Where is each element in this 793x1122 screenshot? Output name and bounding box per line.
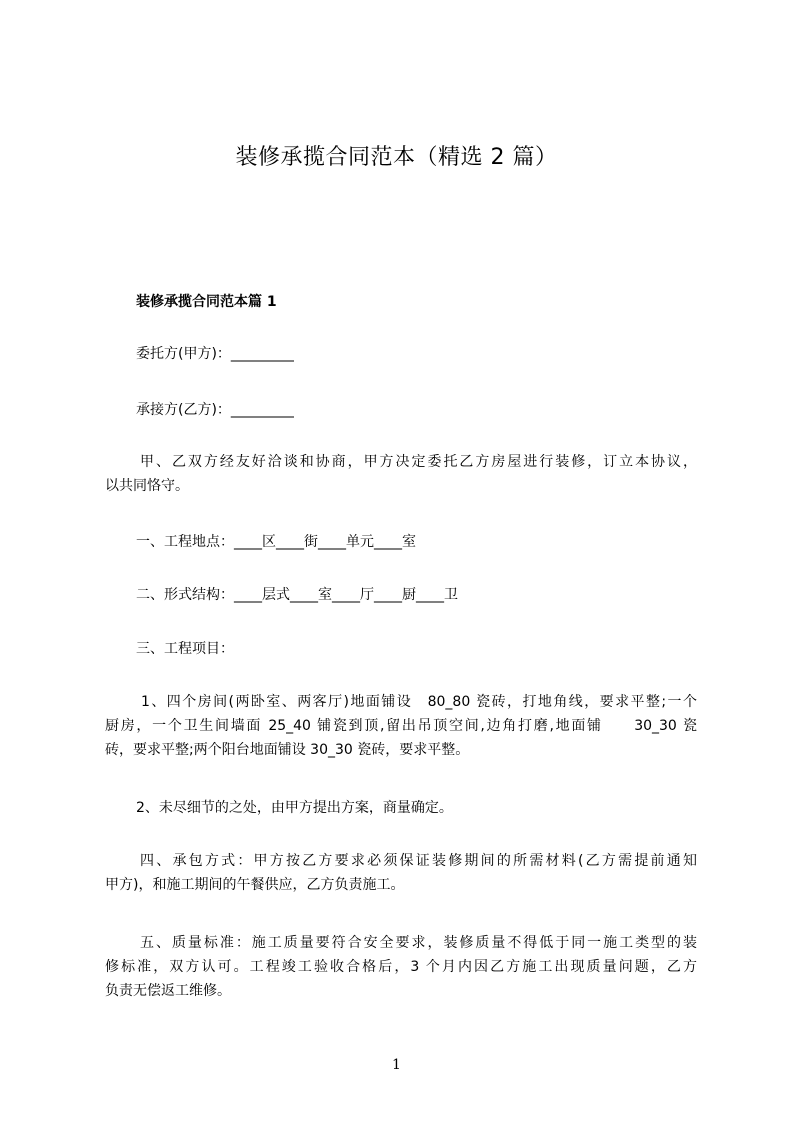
- page-number: 1: [392, 1057, 401, 1073]
- clause-contract-method: [105, 849, 697, 897]
- client-party-line: 委托方(甲方)：_________: [136, 346, 294, 362]
- clause-project-items: 三、工程项目：: [136, 641, 234, 657]
- sub-item-1-line-2: 厨房，一个卫生间墙面 25_40 铺瓷到顶,留出吊顶空间,边角打磨,地面铺 30_30 瓷: [105, 718, 697, 734]
- document-title: 装修承揽合同范本（精选 2 篇）: [235, 145, 558, 170]
- contractor-party-line: 承接方(乙方)：_________: [136, 402, 294, 418]
- sub-item-1-paragraph: [105, 690, 697, 762]
- clause-contract-method-line-1: 四、承包方式：甲方按乙方要求必须保证装修期间的所需材料(乙方需提前通知: [140, 853, 697, 869]
- clause-project-location: 一、工程地点：____区____街____单元____室: [136, 534, 416, 550]
- clause-quality-standard-line-3: 负责无偿返工维修。: [105, 983, 231, 999]
- intro-line-2: 以共同恪守。: [105, 478, 189, 494]
- clause-structure: 二、形式结构：____层式____室____厅____厨____卫: [136, 587, 458, 603]
- clause-quality-standard-line-1: 五、质量标准：施工质量要符合安全要求，装修质量不得低于同一施工类型的装: [140, 935, 697, 951]
- sub-item-2: 2、未尽细节的之处，由甲方提出方案，商量确定。: [136, 800, 453, 816]
- section-heading: 装修承揽合同范本篇 1: [136, 294, 277, 310]
- sub-item-1-line-1: 1、四个房间(两卧室、两客厅)地面铺设 80_80 瓷砖，打地角线，要求平整;一个: [141, 694, 697, 710]
- clause-contract-method-line-2: 甲方)，和施工期间的午餐供应，乙方负责施工。: [105, 877, 405, 893]
- sub-item-1-line-3: 砖，要求平整;两个阳台地面铺设 30_30 瓷砖，要求平整。: [105, 742, 470, 758]
- intro-line-1: 甲、乙双方经友好洽谈和协商，甲方决定委托乙方房屋进行装修，订立本协议，: [140, 454, 697, 470]
- clause-quality-standard-line-2: 修标准，双方认可。工程竣工验收合格后，3 个月内因乙方施工出现质量问题，乙方: [105, 959, 697, 975]
- clause-quality-standard: [105, 931, 697, 1003]
- intro-paragraph: [105, 450, 697, 498]
